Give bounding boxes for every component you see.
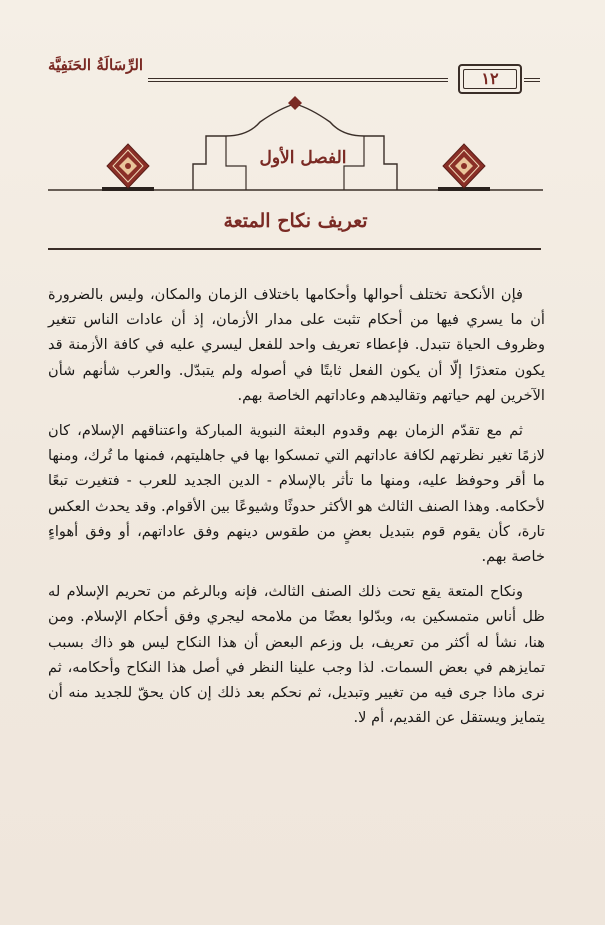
running-header (28, 52, 588, 92)
header-rule (148, 78, 448, 79)
paragraph: ثم مع تقدّم الزمان بهم وقدوم البعثة النبوية المباركة واعتناقهم الإسلام، كان لازمًا تغير نظرتهم لكافة عاداتهم التي تمسكوا بها في جاهليتهم، فمنها ما تُرك، ومنها ما أقر وحوفظ عليه، ومنها ما تأثر بالإسلام - الدين الجديد للعرب - فتغيرت تبعًا لأحكامه. وهذا الصنف الثالث هو الأكثر حدوثًا وشيوعًا بين الأقوام. وقد يحدث العكس تارة، كأن يقوم قوم بتبديل بعضٍ من طقوس دينهم وفق عاداتهم، أو وفق أهواءٍ خاصة بهم. (48, 422, 545, 566)
section-title: تعريف نكاح المتعة (223, 210, 368, 232)
header-rule-thin (148, 81, 448, 82)
header-rule-right-thin (524, 81, 540, 82)
paragraph: ونكاح المتعة يقع تحت ذلك الصنف الثالث، فإنه وبالرغم من تحريم الإسلام له ظل أناس متمسكين به، وبدّلوا بعضًا من ملامحه ليجري وفق أحكام الإسلام. ومن هنا، نشأ له أكثر من تعريف، بل وزعم البعض أن هذا النكاح ليس هو ذاك بسبب تمايزهم في بعض السمات. لذا وجب علينا النظر في أصل هذا النكاح وأحكامه، ثم نرى ماذا جرى فيه من تغيير وتبديل، ثم نحكم بعد ذلك إن كان يحقّ للجديد منه أن يتمايز ويستقل عن القديم، أم لا. (48, 583, 546, 727)
body-text (48, 282, 545, 730)
page-number: ١٢ (463, 69, 517, 89)
paragraph: فإن الأنكحة تختلف أحوالها وأحكامها باختلاف الزمان والمكان، وليس بالضرورة أن ما يسري فيها من أحكام تثبت على مدار الأزمان، إذ أن عادات الناس تتغير وظروف الحياة تتبدل. فإعطاء تعريف واحد للفعل ليسري عليه في كافة الأزمنة قد يكون متعذرًا إلّا أن يكون الفعل ثابتًا في أصوله ولم يتبدّل. والعرب شأنهم شأن الآخرين لهم حياتهم وتقاليدهم وعاداتهم الخاصة بهم. (48, 286, 545, 404)
title-rule (48, 248, 541, 250)
running-header-title: الرِّسَالَةُ الحَنَفِيَّة (48, 56, 144, 74)
page-number-box (458, 64, 522, 94)
chapter-label: الفصل الأول (259, 148, 347, 168)
header-rule-right (524, 78, 540, 79)
diamond-ornament-icon (107, 144, 149, 188)
